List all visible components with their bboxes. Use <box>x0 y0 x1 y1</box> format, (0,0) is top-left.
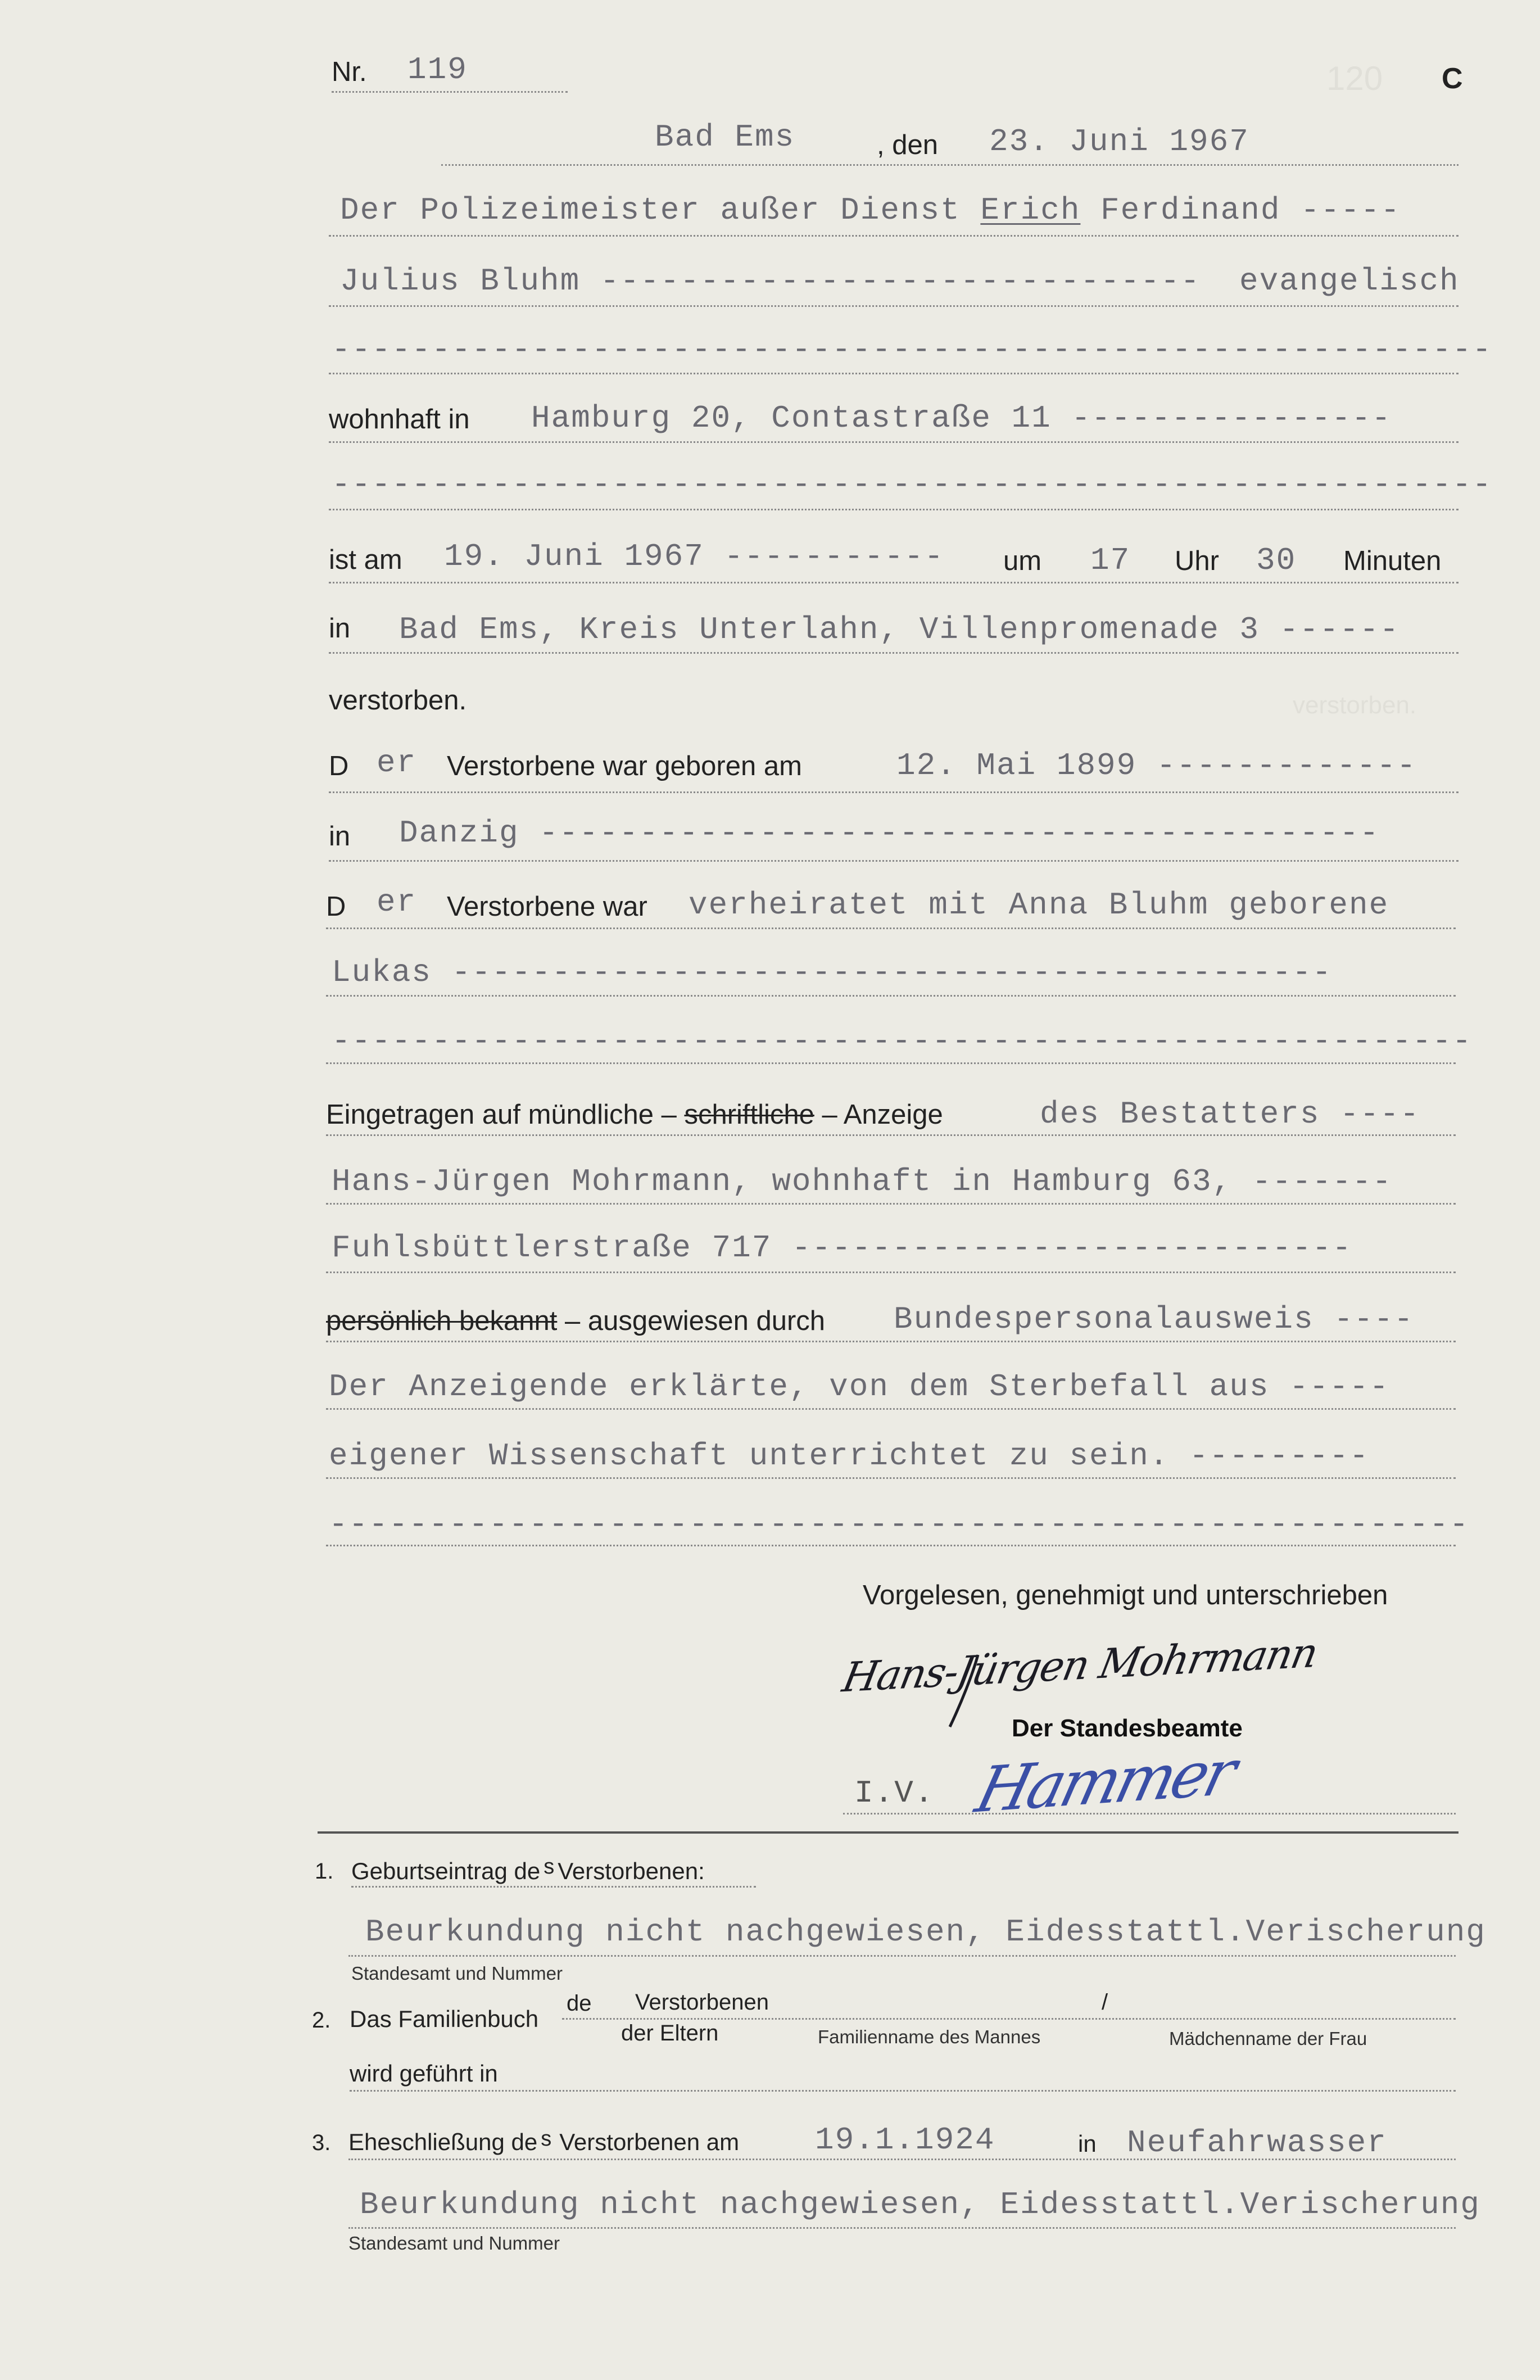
verstorben-text: verstorben. <box>329 685 467 716</box>
report-line-1 <box>326 1099 943 1130</box>
birth-gender-suffix: er <box>377 745 417 781</box>
note-3-sub: Standesamt und Nummer <box>348 2233 560 2254</box>
note-3-s: s <box>541 2127 552 2151</box>
report-line-4 <box>326 1305 825 1337</box>
bleed-through-text: verstorben. <box>1293 691 1417 719</box>
death-minuten-label: Minuten <box>1343 546 1442 576</box>
report-eingetragen-label: Eingetragen auf mündliche – <box>326 1099 677 1130</box>
report-schriftliche-label: schriftliche <box>684 1099 814 1130</box>
note-2-eltern: der Eltern <box>621 2021 719 2046</box>
report-anzeige-label: – Anzeige <box>822 1099 943 1130</box>
note-3-label-text: Eheschließung de <box>348 2129 538 2155</box>
death-place-rule <box>329 652 1459 654</box>
death-place-label: in <box>329 613 351 644</box>
report-line-7-rule <box>326 1545 1456 1546</box>
report-line-6-rule <box>326 1477 1456 1479</box>
note-1-value-rule <box>348 1955 1456 1957</box>
death-uhr-label: Uhr <box>1175 546 1219 576</box>
person-line-2-rule <box>329 305 1459 307</box>
nr-value: 119 <box>407 52 468 88</box>
death-minutes-value: 30 <box>1256 542 1297 578</box>
residence-value: Hamburg 20, Contastraße 11 ---------------- <box>531 400 1392 436</box>
note-1-sub: Standesamt und Nummer <box>351 1963 563 1984</box>
date-value: 23. Juni 1967 <box>989 124 1249 160</box>
note-3-label <box>348 2129 739 2156</box>
death-hour-value: 17 <box>1090 542 1131 578</box>
report-line-5: Der Anzeigende erklärte, von dem Sterbefall aus ----- <box>329 1369 1390 1405</box>
note-2-gefuehrt: wird geführt in <box>350 2060 498 2087</box>
marriage-rule <box>326 927 1456 929</box>
marriage-line-2: Lukas -------------------------------------------- <box>332 954 1333 990</box>
note-1-s: s <box>543 1855 555 1879</box>
note-1-label <box>351 1855 705 1885</box>
official-signature: Hammer <box>969 1735 1241 1827</box>
birth-place-value: Danzig ------------------------------------------ <box>399 815 1380 851</box>
note-2-de-rule <box>562 2018 1456 2020</box>
note-1-value: Beurkundung nicht nachgewiesen, Eidesstattl.Verischerung <box>365 1914 1486 1950</box>
note-3-in: in <box>1078 2130 1097 2157</box>
religion-value: evangelisch <box>1239 263 1460 299</box>
person-title: Der Polizeimeister außer Dienst <box>340 192 961 228</box>
informant-signature: Hans-Jürgen Mohrmann <box>839 1628 1321 1702</box>
report-line-3: Fuhlsbüttlerstraße 717 ---------------------------- <box>332 1230 1352 1266</box>
report-line-1-rule <box>326 1134 1456 1136</box>
person-line-1-rule <box>329 235 1459 237</box>
marriage-gender-suffix: er <box>377 884 417 920</box>
report-line-2-rule <box>326 1203 1456 1205</box>
birth-date-rule <box>329 791 1459 793</box>
person-line-3-rule <box>329 373 1459 374</box>
official-label: Der Standesbeamte <box>1012 1714 1243 1742</box>
death-place-value: Bad Ems, Kreis Unterlahn, Villenpromenade 3 ------ <box>399 612 1400 648</box>
birth-place-rule <box>329 860 1459 862</box>
marriage-line-3: --------------------------------------------------------- <box>332 1023 1473 1059</box>
marriage-line-3-rule <box>326 1062 1456 1064</box>
nr-label: Nr. <box>332 57 367 87</box>
official-signature-rule <box>843 1813 1456 1815</box>
marriage-line-2-rule <box>326 995 1456 997</box>
person-given-name: Erich <box>980 192 1081 228</box>
note-2-mann: Familienname des Mannes <box>818 2026 1041 2047</box>
death-date-rule <box>329 582 1459 583</box>
note-2-de: de <box>567 1991 592 2016</box>
note-2-verstorbenen: Verstorbenen <box>635 1990 769 2015</box>
note-1-number: 1. <box>315 1859 334 1884</box>
note-3-date: 19.1.1924 <box>815 2122 995 2158</box>
note-2-frau: Mädchenname der Frau <box>1169 2028 1367 2049</box>
place-value: Bad Ems <box>655 119 795 155</box>
signature-stroke <box>944 1653 989 1731</box>
birth-geboren-label: Verstorbene war geboren am <box>447 751 802 781</box>
note-3-value: Beurkundung nicht nachgewiesen, Eidesstattl.Verischerung <box>360 2187 1480 2223</box>
marriage-value: verheiratet mit Anna Bluhm geborene <box>689 887 1389 923</box>
report-line-4-rule <box>326 1341 1456 1342</box>
report-line-6: eigener Wissenschaft unterrichtet zu sein. --------- <box>329 1438 1370 1474</box>
residence-line-2: ---------------------------------------------------------- <box>332 467 1493 503</box>
report-value-1: des Bestatters ---- <box>1040 1096 1420 1132</box>
nr-dotted-line <box>332 91 568 93</box>
report-line-7: --------------------------------------------------------- <box>329 1506 1470 1542</box>
note-3-label-rest: Verstorbenen am <box>559 2129 740 2155</box>
report-line-3-rule <box>326 1272 1456 1273</box>
note-2-number: 2. <box>312 2008 331 2033</box>
note-2-gefuehrt-rule <box>350 2090 1456 2092</box>
residence-line-2-rule <box>329 509 1459 510</box>
marriage-war-label: Verstorbene war <box>447 892 647 922</box>
note-1-label-text: Geburtseintrag de <box>351 1858 541 1884</box>
person-other-names: Ferdinand ----- <box>1100 192 1401 228</box>
iv-label: I.V. <box>854 1775 935 1811</box>
birth-place-label: in <box>329 821 351 852</box>
death-date-value: 19. Juni 1967 ----------- <box>444 539 945 574</box>
note-3-rule <box>348 2159 1456 2160</box>
report-line-2: Hans-Jürgen Mohrmann, wohnhaft in Hamburg 63, ------- <box>332 1164 1393 1200</box>
corner-mark: C <box>1442 62 1463 95</box>
death-um-label: um <box>1003 546 1042 576</box>
read-approved-text: Vorgelesen, genehmigt und unterschrieben <box>863 1580 1388 1610</box>
person-line-2: Julius Bluhm ------------------------------ <box>340 263 1201 299</box>
marriage-d-label: D <box>326 892 346 922</box>
residence-rule <box>329 441 1459 443</box>
note-2-slash: / <box>1102 1990 1108 2015</box>
note-3-number: 3. <box>312 2130 331 2155</box>
note-3-value-rule <box>348 2227 1456 2229</box>
report-bekannt-label: persönlich bekannt <box>326 1306 558 1336</box>
report-ausgewiesen-label: – ausgewiesen durch <box>564 1306 826 1336</box>
note-3-place: Neufahrwasser <box>1127 2125 1387 2161</box>
note-1-label-rule <box>351 1886 756 1888</box>
report-id-document: Bundespersonalausweis ---- <box>894 1301 1414 1337</box>
section-divider <box>318 1831 1459 1834</box>
note-2-label: Das Familienbuch <box>350 2006 539 2032</box>
report-line-5-rule <box>326 1408 1456 1410</box>
birth-d-label: D <box>329 751 349 781</box>
person-line-1 <box>340 192 1401 228</box>
death-date-label: ist am <box>329 545 402 575</box>
person-line-3: ---------------------------------------------------------- <box>332 332 1493 368</box>
bleed-through-number: 120 <box>1326 60 1383 97</box>
den-label: , den <box>877 130 938 160</box>
note-1-label-rest: Verstorbenen: <box>558 1858 705 1884</box>
birth-date-value: 12. Mai 1899 ------------- <box>896 748 1417 784</box>
residence-label: wohnhaft in <box>329 404 470 435</box>
place-date-line <box>441 164 1459 166</box>
